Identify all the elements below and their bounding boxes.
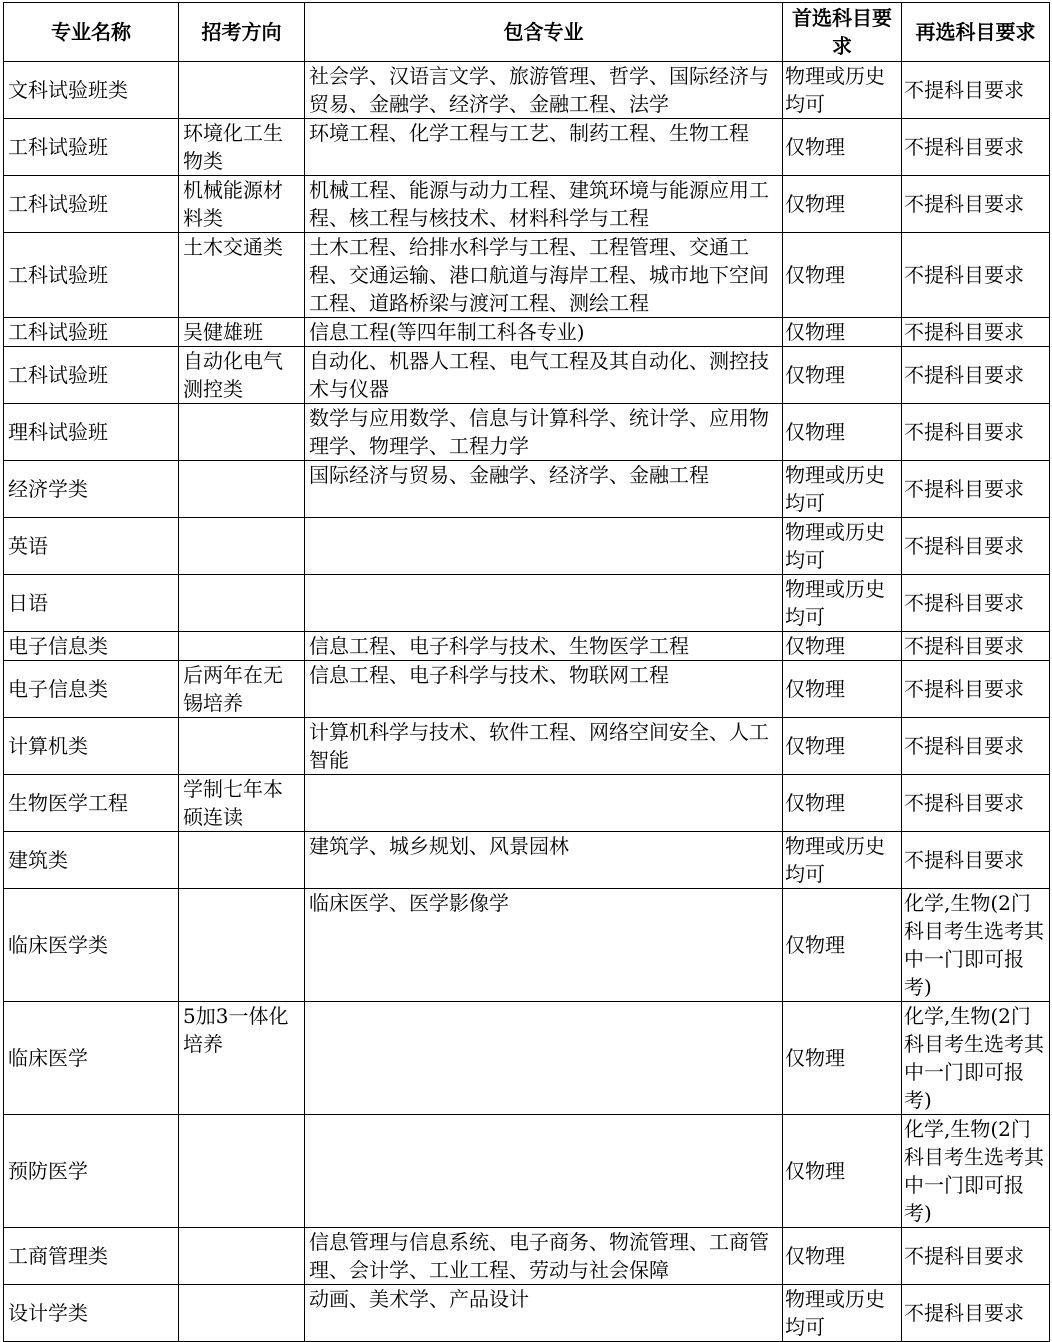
major-name-cell: 电子信息类 bbox=[4, 632, 179, 661]
direction-cell bbox=[179, 461, 305, 518]
first-subject-cell: 物理或历史均可 bbox=[783, 832, 902, 889]
table-row bbox=[4, 632, 1050, 661]
header-row bbox=[4, 3, 1050, 62]
first-subject-cell: 仅物理 bbox=[783, 1228, 902, 1285]
included-majors-cell: 信息工程(等四年制工科各专业) bbox=[305, 318, 783, 347]
direction-cell: 5加3一体化培养 bbox=[179, 1002, 305, 1115]
major-name-cell: 工科试验班 bbox=[4, 347, 179, 404]
included-majors-cell bbox=[305, 775, 783, 832]
second-subject-cell: 不提科目要求 bbox=[902, 119, 1050, 176]
table-row bbox=[4, 461, 1050, 518]
second-subject-cell: 化学,生物(2门科目考生选考其中一门即可报考) bbox=[902, 1115, 1050, 1228]
second-subject-cell: 不提科目要求 bbox=[902, 1285, 1050, 1342]
first-subject-cell: 物理或历史均可 bbox=[783, 62, 902, 119]
second-subject-cell: 化学,生物(2门科目考生选考其中一门即可报考) bbox=[902, 1002, 1050, 1115]
second-subject-cell: 不提科目要求 bbox=[902, 233, 1050, 318]
second-subject-cell: 不提科目要求 bbox=[902, 575, 1050, 632]
table-row bbox=[4, 518, 1050, 575]
included-majors-cell bbox=[305, 1115, 783, 1228]
second-subject-cell: 化学,生物(2门科目考生选考其中一门即可报考) bbox=[902, 889, 1050, 1002]
second-subject-cell: 不提科目要求 bbox=[902, 347, 1050, 404]
table-row bbox=[4, 889, 1050, 1002]
included-majors-cell: 数学与应用数学、信息与计算科学、统计学、应用物理学、物理学、工程力学 bbox=[305, 404, 783, 461]
major-name-cell: 经济学类 bbox=[4, 461, 179, 518]
major-name-cell: 设计学类 bbox=[4, 1285, 179, 1342]
included-majors-cell bbox=[305, 1002, 783, 1115]
second-subject-cell: 不提科目要求 bbox=[902, 176, 1050, 233]
direction-cell: 自动化电气测控类 bbox=[179, 347, 305, 404]
direction-cell: 机械能源材料类 bbox=[179, 176, 305, 233]
direction-cell: 学制七年本硕连读 bbox=[179, 775, 305, 832]
second-subject-cell: 不提科目要求 bbox=[902, 661, 1050, 718]
direction-cell bbox=[179, 518, 305, 575]
second-subject-cell: 不提科目要求 bbox=[902, 518, 1050, 575]
major-name-cell: 预防医学 bbox=[4, 1115, 179, 1228]
first-subject-cell: 物理或历史均可 bbox=[783, 1285, 902, 1342]
included-majors-cell: 临床医学、医学影像学 bbox=[305, 889, 783, 1002]
included-majors-cell: 土木工程、给排水科学与工程、工程管理、交通工程、交通运输、港口航道与海岸工程、城市地下空间工程、道路桥梁与渡河工程、测绘工程 bbox=[305, 233, 783, 318]
major-name-cell: 计算机类 bbox=[4, 718, 179, 775]
included-majors-cell: 环境工程、化学工程与工艺、制药工程、生物工程 bbox=[305, 119, 783, 176]
header-major-name: 专业名称 bbox=[4, 3, 179, 62]
major-name-cell: 工商管理类 bbox=[4, 1228, 179, 1285]
first-subject-cell: 仅物理 bbox=[783, 318, 902, 347]
major-name-cell: 英语 bbox=[4, 518, 179, 575]
first-subject-cell: 仅物理 bbox=[783, 233, 902, 318]
table-row bbox=[4, 1285, 1050, 1342]
included-majors-cell: 信息管理与信息系统、电子商务、物流管理、工商管理、会计学、工业工程、劳动与社会保障 bbox=[305, 1228, 783, 1285]
first-subject-cell: 仅物理 bbox=[783, 404, 902, 461]
table-row bbox=[4, 1228, 1050, 1285]
second-subject-cell: 不提科目要求 bbox=[902, 461, 1050, 518]
direction-cell: 后两年在无锡培养 bbox=[179, 661, 305, 718]
direction-cell bbox=[179, 404, 305, 461]
direction-cell bbox=[179, 632, 305, 661]
table-row bbox=[4, 1002, 1050, 1115]
major-name-cell: 建筑类 bbox=[4, 832, 179, 889]
direction-cell: 吴健雄班 bbox=[179, 318, 305, 347]
first-subject-cell: 仅物理 bbox=[783, 889, 902, 1002]
table-row bbox=[4, 832, 1050, 889]
header-direction: 招考方向 bbox=[179, 3, 305, 62]
direction-cell bbox=[179, 1228, 305, 1285]
table-row bbox=[4, 775, 1050, 832]
included-majors-cell bbox=[305, 518, 783, 575]
table-row bbox=[4, 718, 1050, 775]
included-majors-cell: 社会学、汉语言文学、旅游管理、哲学、国际经济与贸易、金融学、经济学、金融工程、法学 bbox=[305, 62, 783, 119]
first-subject-cell: 物理或历史均可 bbox=[783, 575, 902, 632]
table-row bbox=[4, 62, 1050, 119]
direction-cell bbox=[179, 1285, 305, 1342]
major-name-cell: 临床医学 bbox=[4, 1002, 179, 1115]
included-majors-cell: 机械工程、能源与动力工程、建筑环境与能源应用工程、核工程与核技术、材料科学与工程 bbox=[305, 176, 783, 233]
second-subject-cell: 不提科目要求 bbox=[902, 718, 1050, 775]
second-subject-cell: 不提科目要求 bbox=[902, 1228, 1050, 1285]
major-name-cell: 工科试验班 bbox=[4, 119, 179, 176]
table-row bbox=[4, 1115, 1050, 1228]
second-subject-cell: 不提科目要求 bbox=[902, 832, 1050, 889]
included-majors-cell: 信息工程、电子科学与技术、生物医学工程 bbox=[305, 632, 783, 661]
included-majors-cell: 自动化、机器人工程、电气工程及其自动化、测控技术与仪器 bbox=[305, 347, 783, 404]
direction-cell bbox=[179, 889, 305, 1002]
first-subject-cell: 仅物理 bbox=[783, 718, 902, 775]
direction-cell bbox=[179, 575, 305, 632]
major-name-cell: 工科试验班 bbox=[4, 318, 179, 347]
table-row bbox=[4, 176, 1050, 233]
table-row bbox=[4, 233, 1050, 318]
major-name-cell: 电子信息类 bbox=[4, 661, 179, 718]
direction-cell bbox=[179, 62, 305, 119]
second-subject-cell: 不提科目要求 bbox=[902, 62, 1050, 119]
direction-cell bbox=[179, 832, 305, 889]
major-name-cell: 文科试验班类 bbox=[4, 62, 179, 119]
table-body bbox=[4, 62, 1050, 1342]
first-subject-cell: 仅物理 bbox=[783, 775, 902, 832]
direction-cell bbox=[179, 1115, 305, 1228]
major-name-cell: 理科试验班 bbox=[4, 404, 179, 461]
major-name-cell: 临床医学类 bbox=[4, 889, 179, 1002]
included-majors-cell bbox=[305, 575, 783, 632]
first-subject-cell: 仅物理 bbox=[783, 661, 902, 718]
table-row bbox=[4, 661, 1050, 718]
major-name-cell: 工科试验班 bbox=[4, 176, 179, 233]
direction-cell: 土木交通类 bbox=[179, 233, 305, 318]
first-subject-cell: 仅物理 bbox=[783, 176, 902, 233]
major-name-cell: 工科试验班 bbox=[4, 233, 179, 318]
first-subject-cell: 仅物理 bbox=[783, 347, 902, 404]
table-row bbox=[4, 575, 1050, 632]
major-name-cell: 日语 bbox=[4, 575, 179, 632]
table-row bbox=[4, 318, 1050, 347]
first-subject-cell: 仅物理 bbox=[783, 1002, 902, 1115]
first-subject-cell: 物理或历史均可 bbox=[783, 518, 902, 575]
header-second-subject: 再选科目要求 bbox=[902, 3, 1050, 62]
first-subject-cell: 仅物理 bbox=[783, 632, 902, 661]
subject-requirements-table bbox=[3, 2, 1050, 1342]
header-included-majors: 包含专业 bbox=[305, 3, 783, 62]
header-first-subject: 首选科目要求 bbox=[783, 3, 902, 62]
included-majors-cell: 信息工程、电子科学与技术、物联网工程 bbox=[305, 661, 783, 718]
table-row bbox=[4, 347, 1050, 404]
table-row bbox=[4, 119, 1050, 176]
included-majors-cell: 国际经济与贸易、金融学、经济学、金融工程 bbox=[305, 461, 783, 518]
included-majors-cell: 建筑学、城乡规划、风景园林 bbox=[305, 832, 783, 889]
first-subject-cell: 仅物理 bbox=[783, 1115, 902, 1228]
first-subject-cell: 仅物理 bbox=[783, 119, 902, 176]
table-row bbox=[4, 404, 1050, 461]
second-subject-cell: 不提科目要求 bbox=[902, 775, 1050, 832]
second-subject-cell: 不提科目要求 bbox=[902, 318, 1050, 347]
included-majors-cell: 动画、美术学、产品设计 bbox=[305, 1285, 783, 1342]
first-subject-cell: 物理或历史均可 bbox=[783, 461, 902, 518]
second-subject-cell: 不提科目要求 bbox=[902, 632, 1050, 661]
major-name-cell: 生物医学工程 bbox=[4, 775, 179, 832]
included-majors-cell: 计算机科学与技术、软件工程、网络空间安全、人工智能 bbox=[305, 718, 783, 775]
direction-cell: 环境化工生物类 bbox=[179, 119, 305, 176]
direction-cell bbox=[179, 718, 305, 775]
second-subject-cell: 不提科目要求 bbox=[902, 404, 1050, 461]
